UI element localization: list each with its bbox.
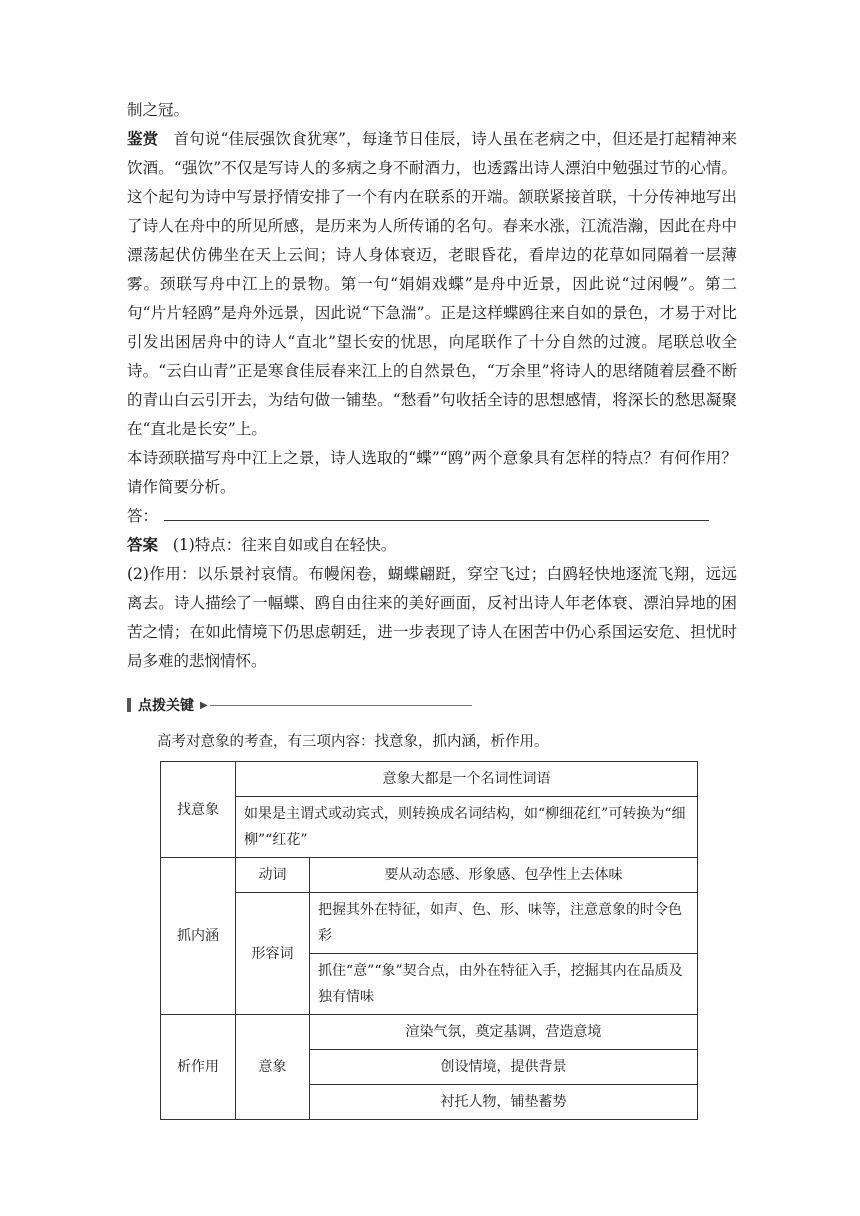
question-text: 本诗颈联描写舟中江上之景，诗人选取的“蝶”“鸥”两个意象具有怎样的特点？有何作用？请作简要分析。 bbox=[127, 449, 737, 496]
table-cell-function: 析作用 bbox=[161, 1015, 236, 1120]
section-intro: 高考对意象的考查，有三项内容：找意象，抓内涵，析作用。 bbox=[157, 734, 549, 750]
section-title: 点拨关键 bbox=[138, 698, 194, 714]
table-cell: 把握其外在特征，如声、色、形、味等，注意意象的时令色彩 bbox=[310, 893, 698, 954]
appreciation-paragraph bbox=[127, 125, 737, 444]
table-row bbox=[161, 858, 698, 893]
answer-prompt: 答： bbox=[127, 507, 159, 525]
table-cell-adjective: 形容词 bbox=[236, 893, 310, 1015]
table-cell-verb: 动词 bbox=[236, 858, 310, 893]
document-page bbox=[127, 96, 737, 1120]
table-cell: 创设情境，提供背景 bbox=[310, 1050, 698, 1085]
imagery-table bbox=[160, 761, 698, 1120]
answer-point-2: (2)作用：以乐景衬哀情。布幔闲卷，蝴蝶翩跹，穿空飞过；白鸥轻快地逐流飞翔，远远离去。诗人描绘了一幅蝶、鸥自由往来的美好画面，反衬出诗人年老体衰、漂泊异地的困苦之情；在如此情境下仍思虑朝廷，进一步表现了诗人在困苦中仍心系国运安危、担忧时局多难的悲悯情怀。 bbox=[127, 565, 737, 670]
table-cell-connotation: 抓内涵 bbox=[161, 858, 236, 1015]
table-cell-find: 找意象 bbox=[161, 762, 236, 858]
answer-row-1 bbox=[127, 531, 737, 560]
table-row bbox=[161, 797, 698, 858]
answer-point-1: (1)特点：往来自如或自在轻快。 bbox=[172, 536, 397, 554]
table-cell: 抓住“意”“象”契合点，由外在特征入手，挖掘其内在品质及独有情味 bbox=[310, 954, 698, 1015]
table-row bbox=[161, 762, 698, 797]
table-row bbox=[161, 893, 698, 954]
table-cell: 意象大都是一个名词性词语 bbox=[236, 762, 698, 797]
section-heading bbox=[127, 692, 737, 718]
answer-blank-row bbox=[127, 502, 737, 531]
table-cell: 要从动态感、形象感、包孕性上去体味 bbox=[310, 858, 698, 893]
triangle-right-icon: ▶ bbox=[200, 699, 208, 711]
appreciation-label: 鉴赏 bbox=[127, 130, 159, 148]
table-cell: 如果是主谓式或动宾式，则转换成名词结构，如“柳细花红”可转换为“细柳”“红花” bbox=[236, 797, 698, 858]
table-cell: 渲染气氛，奠定基调，营造意境 bbox=[310, 1015, 698, 1050]
table-cell-imagery: 意象 bbox=[236, 1015, 310, 1120]
appreciation-body: 首句说“佳辰强饮食犹寒”，每逢节日佳辰，诗人虽在老病之中，但还是打起精神来饮酒。“强饮”不仅是写诗人的多病之身不耐酒力，也透露出诗人漂泊中勉强过节的心情。这个起句为诗中写景抒情安排了一个有内在联系的开端。颔联紧接首联，十分传神地写出了诗人在舟中的所见所感，是历来为人所传诵的名句。春来水涨，江流浩瀚，因此在舟中漂荡起伏仿佛坐在天上云间；诗人身体衰迈，老眼昏花，看岸边的花草如同隔着一层薄雾。颈联写舟中江上的景物。第一句“娟娟戏蝶”是舟中近景，因此说“过闲幔”。第二句“片片轻鸥”是舟外远景，因此说“下急湍”。正是这样蝶鸥往来自如的景色，才易于对比引发出困居舟中的诗人“直北”望长安的忧思，向尾联作了十分自然的过渡。尾联总收全诗。“云白山青”正是寒食佳辰春来江上的自然景色，“万余里”将诗人的思绪随着层叠不断的青山白云引开去，为结句做一铺垫。“愁看”句收括全诗的思想感情，将深长的愁思凝聚在“直北是长安”上。 bbox=[127, 130, 737, 438]
answer-label: 答案 bbox=[127, 536, 159, 554]
table-cell: 衬托人物，铺垫蓄势 bbox=[310, 1085, 698, 1120]
table-row bbox=[161, 1015, 698, 1050]
paragraph-continuation: 制之冠。 bbox=[127, 101, 190, 119]
section-rule bbox=[210, 705, 472, 706]
section-bar-icon bbox=[127, 698, 131, 712]
answer-blank-line[interactable] bbox=[164, 506, 709, 521]
